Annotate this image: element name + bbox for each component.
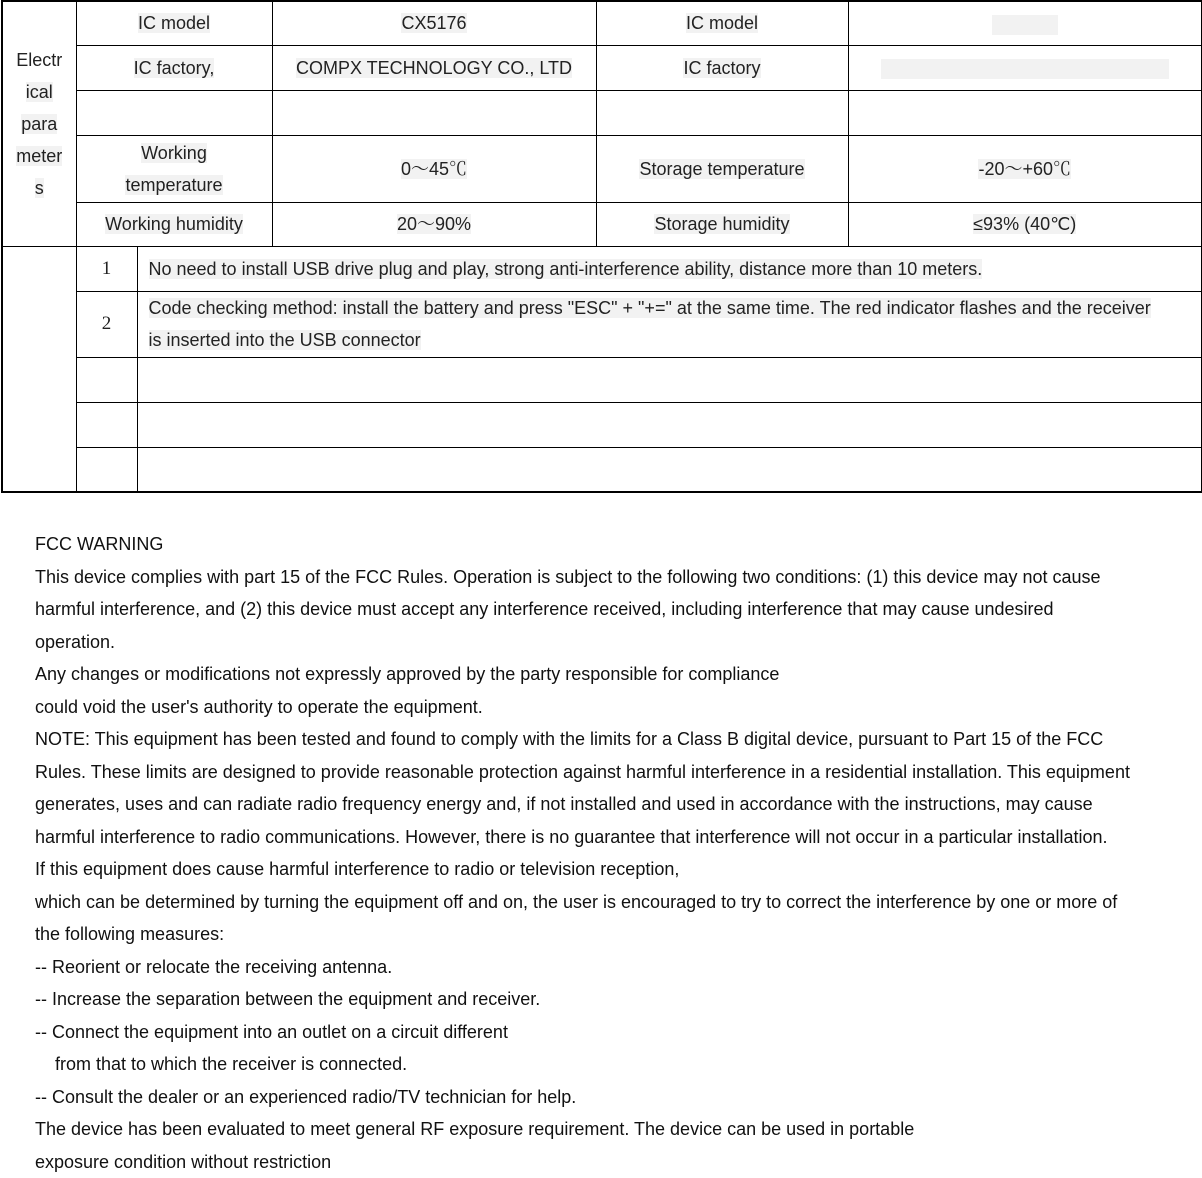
ic-model-label: IC model [76, 1, 272, 45]
storage-temperature-label: Storage temperature [596, 135, 848, 202]
ic-factory-value-2 [848, 45, 1202, 90]
fcc-line: which can be determined by turning the equipment off and on, the user is encouraged to try to correct the interference by one or more of [35, 886, 1185, 919]
table-row [2, 402, 1202, 447]
empty-cell [76, 90, 272, 135]
table-row [2, 246, 1202, 291]
note-number: 2 [76, 291, 137, 357]
working-temperature-label: Working temperature [76, 135, 272, 202]
note-number [76, 402, 137, 447]
working-temperature-value: 0～45℃ [272, 135, 596, 202]
note-text: No need to install USB drive plug and play, strong anti-interference ability, distance more than 10 meters. [137, 246, 1202, 291]
note-number: 1 [76, 246, 137, 291]
note-text [137, 402, 1202, 447]
empty-cell [596, 90, 848, 135]
storage-temperature-value: -20～+60℃ [848, 135, 1202, 202]
fcc-line: NOTE: This equipment has been tested and found to comply with the limits for a Class B digital device, pursuant to Part 15 of the FCC [35, 723, 1185, 756]
fcc-line: the following measures: [35, 918, 1185, 951]
table-row [2, 291, 1202, 357]
table-row [2, 90, 1202, 135]
fcc-line: generates, uses and can radiate radio frequency energy and, if not installed and used in accordance with the instructions, may cause [35, 788, 1185, 821]
table-row [2, 357, 1202, 402]
note-number [76, 447, 137, 492]
fcc-line: -- Increase the separation between the equipment and receiver. [35, 983, 1185, 1016]
storage-humidity-value: ≤93% (40℃) [848, 202, 1202, 246]
notes-side-cell [2, 246, 76, 492]
empty-cell [272, 90, 596, 135]
fcc-line: If this equipment does cause harmful interference to radio or television reception, [35, 853, 1185, 886]
electrical-parameters-label: Electr ical para meter s [2, 1, 76, 246]
note-text [137, 447, 1202, 492]
note-text: Code checking method: install the battery and press "ESC" + "+=" at the same time. The red indicator flashes and the receiver is inserted into the USB connector [137, 291, 1202, 357]
fcc-line: -- Connect the equipment into an outlet on a circuit different [35, 1016, 1185, 1049]
spec-table [1, 0, 1202, 493]
fcc-warning-section [35, 528, 1185, 1178]
fcc-line: -- Reorient or relocate the receiving antenna. [35, 951, 1185, 984]
working-humidity-label: Working humidity [76, 202, 272, 246]
table-row [2, 447, 1202, 492]
storage-humidity-label: Storage humidity [596, 202, 848, 246]
fcc-line: from that to which the receiver is connected. [35, 1048, 1185, 1081]
fcc-line: Any changes or modifications not expressly approved by the party responsible for compliance [35, 658, 1185, 691]
fcc-line: The device has been evaluated to meet general RF exposure requirement. The device can be used in portable [35, 1113, 1185, 1146]
ic-model-value-2 [848, 1, 1202, 45]
note-text [137, 357, 1202, 402]
ic-model-value: CX5176 [272, 1, 596, 45]
ic-model-label-2: IC model [596, 1, 848, 45]
table-row [2, 1, 1202, 45]
note-number [76, 357, 137, 402]
fcc-line: operation. [35, 626, 1185, 659]
table-row [2, 202, 1202, 246]
working-humidity-value: 20～90% [272, 202, 596, 246]
fcc-line: Rules. These limits are designed to provide reasonable protection against harmful interference in a residential installation. This equipment [35, 756, 1185, 789]
fcc-line: harmful interference, and (2) this device must accept any interference received, including interference that may cause undesired [35, 593, 1185, 626]
ic-factory-label: IC factory, [76, 45, 272, 90]
empty-cell [848, 90, 1202, 135]
fcc-line: exposure condition without restriction [35, 1146, 1185, 1178]
fcc-heading: FCC WARNING [35, 528, 1185, 561]
fcc-line: harmful interference to radio communications. However, there is no guarantee that interference will not occur in a particular installation. [35, 821, 1185, 854]
ic-factory-value: COMPX TECHNOLOGY CO., LTD [272, 45, 596, 90]
table-row [2, 135, 1202, 202]
fcc-line: This device complies with part 15 of the FCC Rules. Operation is subject to the following two conditions: (1) this device may not cause [35, 561, 1185, 594]
fcc-line: could void the user's authority to operate the equipment. [35, 691, 1185, 724]
fcc-line: -- Consult the dealer or an experienced radio/TV technician for help. [35, 1081, 1185, 1114]
table-row [2, 45, 1202, 90]
ic-factory-label-2: IC factory [596, 45, 848, 90]
